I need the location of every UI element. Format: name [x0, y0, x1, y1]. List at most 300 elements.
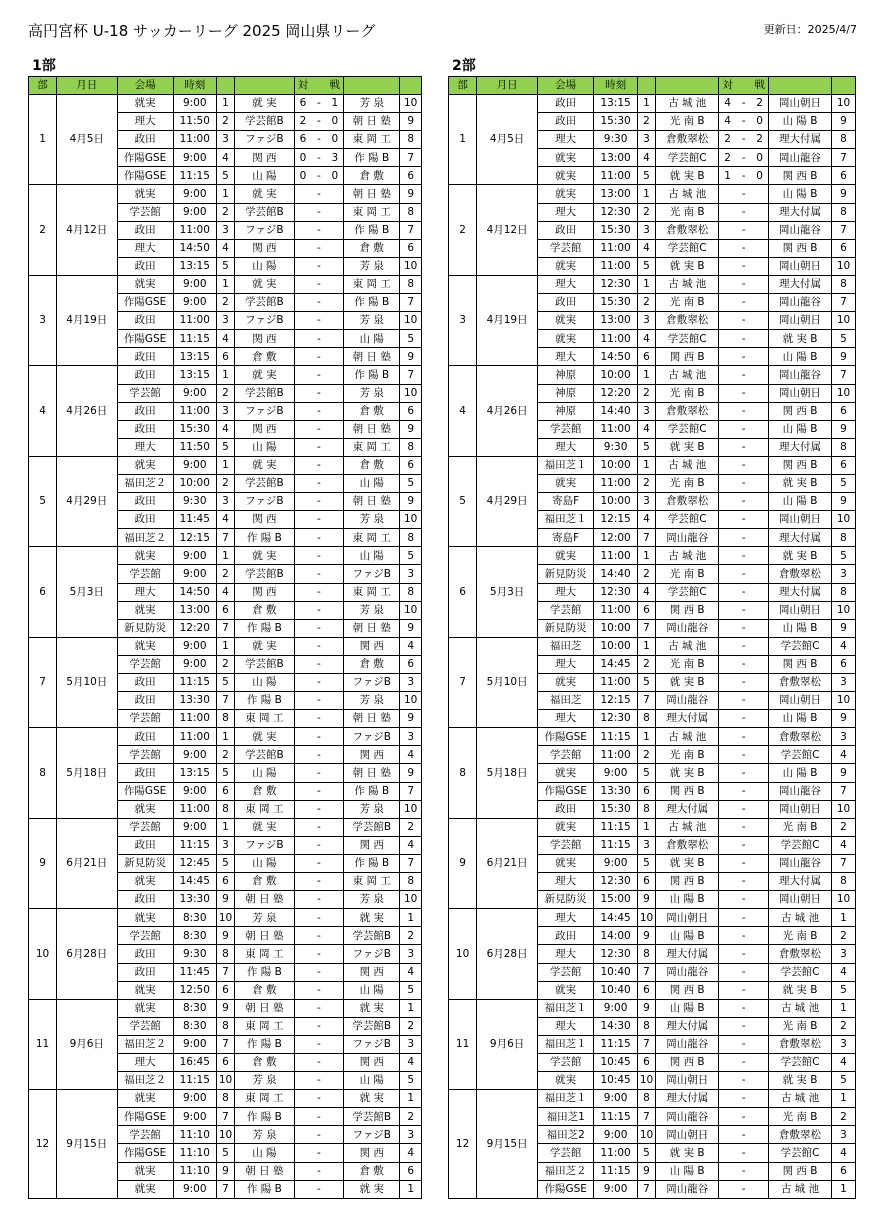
match-home-team: 山 陽	[235, 167, 294, 185]
match-score-dash: -	[311, 655, 326, 673]
match-away-team: 朝 日 塾	[344, 619, 400, 637]
match-away-no: 6	[400, 456, 422, 474]
match-time: 11:00	[594, 167, 637, 185]
match-home-no: 7	[216, 692, 234, 710]
match-time: 9:00	[173, 95, 216, 113]
match-score-dash: -	[311, 456, 326, 474]
match-home-team: 山 陽 B	[656, 891, 719, 909]
match-venue: 就実	[537, 312, 593, 330]
match-away-no: 10	[832, 891, 856, 909]
match-home-no: 10	[637, 1072, 655, 1090]
match-away-team: 就 実 B	[769, 981, 832, 999]
match-home-score	[719, 221, 736, 239]
match-home-score	[294, 493, 311, 511]
match-away-score	[326, 674, 343, 692]
match-score-dash: -	[736, 366, 751, 384]
match-away-no: 5	[832, 547, 856, 565]
match-score-dash: -	[311, 239, 326, 257]
match-away-no: 3	[400, 565, 422, 583]
match-away-team: 岡山朝日	[769, 692, 832, 710]
match-home-score	[719, 818, 736, 836]
match-away-score	[326, 1053, 343, 1071]
match-away-team: 芳 泉	[344, 511, 400, 529]
match-home-no: 8	[216, 945, 234, 963]
match-away-score	[326, 710, 343, 728]
match-away-team: 就 実	[344, 1090, 400, 1108]
match-away-score	[751, 312, 768, 330]
match-time: 11:10	[173, 1162, 216, 1180]
match-home-score: 6	[294, 131, 311, 149]
match-home-team: 古 城 池	[656, 728, 719, 746]
match-home-team: 山 陽	[235, 854, 294, 872]
match-home-no: 5	[637, 167, 655, 185]
match-away-score	[751, 1126, 768, 1144]
match-away-team: 朝 日 塾	[344, 185, 400, 203]
match-time: 11:00	[594, 547, 637, 565]
match-home-team: 東 岡 工	[235, 1017, 294, 1035]
match-away-team: 朝 日 塾	[344, 710, 400, 728]
match-score-dash: -	[311, 764, 326, 782]
match-row	[449, 909, 856, 927]
match-home-team: 学芸館C	[656, 420, 719, 438]
match-time: 15:00	[594, 891, 637, 909]
match-time: 13:30	[594, 782, 637, 800]
match-home-no: 3	[216, 836, 234, 854]
match-away-score: 0	[326, 131, 343, 149]
header-blank	[736, 77, 751, 95]
match-time: 11:00	[594, 1144, 637, 1162]
match-away-team: 倉敷翠松	[769, 728, 832, 746]
match-away-score	[326, 945, 343, 963]
match-home-team: 芳 泉	[235, 1126, 294, 1144]
match-away-no: 6	[400, 239, 422, 257]
match-away-team: 就 実	[344, 1180, 400, 1198]
match-venue: 就実	[537, 149, 593, 167]
match-away-no: 8	[832, 438, 856, 456]
match-away-score	[751, 474, 768, 492]
match-home-score	[719, 1053, 736, 1071]
header-venue: 会場	[117, 77, 173, 95]
match-venue: 作陽GSE	[537, 1180, 593, 1198]
match-away-score	[326, 1017, 343, 1035]
match-away-team: 理大付属	[769, 275, 832, 293]
match-away-score	[751, 330, 768, 348]
match-home-score	[719, 1180, 736, 1198]
match-venue: 作陽GSE	[117, 330, 173, 348]
match-time: 10:40	[594, 963, 637, 981]
match-home-no: 9	[637, 927, 655, 945]
round-number: 8	[449, 728, 477, 818]
match-away-score	[326, 728, 343, 746]
match-away-score	[751, 601, 768, 619]
match-home-team: 倉敷翠松	[656, 131, 719, 149]
match-away-no: 1	[832, 909, 856, 927]
match-venue: 就実	[117, 95, 173, 113]
match-time: 11:00	[594, 420, 637, 438]
match-score-dash: -	[736, 1035, 751, 1053]
match-away-team: 就 実 B	[769, 330, 832, 348]
match-time: 9:00	[173, 275, 216, 293]
match-away-score: 0	[751, 167, 768, 185]
match-time: 13:00	[594, 312, 637, 330]
match-time: 12:15	[173, 529, 216, 547]
match-home-no: 9	[637, 891, 655, 909]
match-home-score	[294, 438, 311, 456]
match-home-score	[719, 1126, 736, 1144]
match-venue: 就実	[117, 999, 173, 1017]
match-away-no: 3	[400, 1126, 422, 1144]
round-date: 9月15日	[57, 1090, 117, 1199]
match-home-score	[719, 239, 736, 257]
match-score-dash: -	[736, 945, 751, 963]
match-away-team: 関 西	[344, 836, 400, 854]
match-venue: 福田芝２	[117, 529, 173, 547]
match-time: 11:00	[594, 239, 637, 257]
match-home-no: 2	[216, 474, 234, 492]
match-time: 11:00	[173, 221, 216, 239]
match-home-score: 1	[719, 167, 736, 185]
match-score-dash: -	[311, 185, 326, 203]
match-away-no: 10	[832, 601, 856, 619]
header-vs-1: 対	[719, 77, 736, 95]
match-home-score	[719, 456, 736, 474]
match-row	[449, 728, 856, 746]
match-away-score	[326, 275, 343, 293]
match-home-no: 7	[216, 1108, 234, 1126]
match-time: 13:30	[173, 891, 216, 909]
match-away-score	[326, 999, 343, 1017]
match-home-score: 0	[294, 149, 311, 167]
match-home-score	[719, 203, 736, 221]
match-away-no: 8	[400, 203, 422, 221]
match-venue: 政田	[117, 312, 173, 330]
match-time: 9:00	[173, 294, 216, 312]
match-away-score	[751, 674, 768, 692]
match-score-dash: -	[311, 1090, 326, 1108]
match-away-no: 6	[400, 167, 422, 185]
match-away-team: 関 西	[344, 637, 400, 655]
match-away-score	[326, 420, 343, 438]
match-venue: 政田	[117, 945, 173, 963]
match-away-no: 4	[400, 836, 422, 854]
match-score-dash: -	[311, 348, 326, 366]
match-venue: 理大	[117, 239, 173, 257]
match-home-score	[294, 1144, 311, 1162]
match-home-score	[294, 818, 311, 836]
match-score-dash: -	[311, 131, 326, 149]
match-away-no: 7	[400, 294, 422, 312]
match-away-no: 9	[832, 113, 856, 131]
match-away-team: 岡山龍谷	[769, 782, 832, 800]
match-home-no: 2	[216, 203, 234, 221]
match-away-team: 東 岡 工	[344, 275, 400, 293]
match-score-dash: -	[311, 818, 326, 836]
match-home-no: 1	[216, 95, 234, 113]
match-score-dash: -	[736, 113, 751, 131]
match-home-no: 4	[216, 330, 234, 348]
match-home-score	[719, 1108, 736, 1126]
match-home-team: 就 実 B	[656, 1144, 719, 1162]
match-home-team: 就 実 B	[656, 167, 719, 185]
match-home-score	[294, 854, 311, 872]
match-row	[29, 1090, 422, 1108]
match-home-team: 関 西 B	[656, 601, 719, 619]
match-away-no: 5	[400, 330, 422, 348]
match-home-score	[719, 275, 736, 293]
match-score-dash: -	[311, 800, 326, 818]
match-away-score	[751, 275, 768, 293]
match-home-no: 1	[637, 637, 655, 655]
match-home-no: 1	[637, 547, 655, 565]
header-date: 月日	[57, 77, 117, 95]
match-away-team: 山 陽	[344, 981, 400, 999]
match-away-no: 9	[400, 113, 422, 131]
match-away-no: 1	[400, 909, 422, 927]
match-away-score	[326, 511, 343, 529]
match-score-dash: -	[736, 963, 751, 981]
match-away-score	[751, 348, 768, 366]
match-time: 13:30	[173, 692, 216, 710]
match-away-no: 10	[400, 891, 422, 909]
match-home-team: 理大付属	[656, 1017, 719, 1035]
match-away-score	[326, 1072, 343, 1090]
match-time: 13:00	[173, 601, 216, 619]
match-home-no: 1	[637, 818, 655, 836]
match-home-score	[719, 330, 736, 348]
match-score-dash: -	[736, 131, 751, 149]
round-date: 4月29日	[477, 456, 538, 546]
match-away-no: 7	[400, 854, 422, 872]
match-time: 12:30	[594, 873, 637, 891]
round-number: 4	[29, 366, 57, 456]
match-away-team: 倉 敷	[344, 655, 400, 673]
match-time: 9:00	[173, 655, 216, 673]
match-row	[449, 275, 856, 293]
round-date: 5月3日	[57, 547, 117, 637]
match-home-score	[294, 185, 311, 203]
match-away-team: 学芸館B	[344, 1017, 400, 1035]
match-home-team: 倉敷翠松	[656, 836, 719, 854]
match-score-dash: -	[736, 438, 751, 456]
match-away-score	[326, 348, 343, 366]
match-row	[449, 547, 856, 565]
match-venue: 就実	[537, 185, 593, 203]
match-home-team: 山 陽 B	[656, 927, 719, 945]
match-away-score: 1	[326, 95, 343, 113]
match-away-score	[326, 1126, 343, 1144]
match-away-team: 山 陽	[344, 330, 400, 348]
match-away-team: 芳 泉	[344, 800, 400, 818]
match-away-no: 4	[832, 746, 856, 764]
match-venue: 理大	[537, 348, 593, 366]
match-home-team: 倉敷翠松	[656, 312, 719, 330]
match-home-no: 7	[637, 619, 655, 637]
header-row	[449, 77, 856, 95]
match-home-team: 学芸館B	[235, 384, 294, 402]
match-score-dash: -	[736, 764, 751, 782]
match-venue: 就実	[117, 909, 173, 927]
match-home-no: 3	[637, 221, 655, 239]
match-away-team: 光 南 B	[769, 1017, 832, 1035]
match-away-team: 山 陽 B	[769, 420, 832, 438]
match-home-no: 5	[637, 257, 655, 275]
match-away-score	[751, 999, 768, 1017]
match-home-no: 2	[637, 746, 655, 764]
match-time: 13:00	[594, 149, 637, 167]
match-away-team: 朝 日 塾	[344, 113, 400, 131]
match-home-score	[719, 402, 736, 420]
match-score-dash: -	[736, 583, 751, 601]
match-away-no: 3	[832, 565, 856, 583]
match-away-no: 6	[400, 402, 422, 420]
match-home-no: 1	[216, 728, 234, 746]
match-home-score	[719, 981, 736, 999]
match-away-team: 就 実	[344, 909, 400, 927]
match-home-no: 9	[637, 999, 655, 1017]
match-venue: 作陽GSE	[117, 1144, 173, 1162]
match-away-score	[751, 257, 768, 275]
match-home-score	[294, 728, 311, 746]
match-away-no: 8	[832, 873, 856, 891]
match-away-no: 9	[832, 420, 856, 438]
round-date: 4月26日	[57, 366, 117, 456]
match-venue: 作陽GSE	[537, 782, 593, 800]
match-away-no: 4	[832, 637, 856, 655]
match-score-dash: -	[736, 149, 751, 167]
header-division: 部	[29, 77, 57, 95]
match-score-dash: -	[311, 854, 326, 872]
match-away-team: 朝 日 塾	[344, 348, 400, 366]
match-away-score	[751, 511, 768, 529]
match-score-dash: -	[311, 547, 326, 565]
match-home-score	[294, 1180, 311, 1198]
match-venue: 政田	[537, 95, 593, 113]
header-blank	[769, 77, 832, 95]
match-away-no: 1	[400, 1090, 422, 1108]
match-venue: 就実	[117, 873, 173, 891]
match-home-no: 1	[216, 366, 234, 384]
match-away-team: 山 陽 B	[769, 764, 832, 782]
header-time: 時刻	[173, 77, 216, 95]
match-score-dash: -	[311, 1180, 326, 1198]
match-score-dash: -	[736, 294, 751, 312]
match-home-score	[719, 927, 736, 945]
match-home-score	[719, 366, 736, 384]
match-score-dash: -	[311, 1017, 326, 1035]
match-home-team: 学芸館B	[235, 565, 294, 583]
match-home-team: 光 南 B	[656, 384, 719, 402]
match-score-dash: -	[311, 981, 326, 999]
division-2-schedule-table	[448, 76, 856, 1199]
match-venue: 政田	[117, 728, 173, 746]
match-home-score	[294, 239, 311, 257]
match-home-score	[719, 1017, 736, 1035]
match-time: 12:15	[594, 511, 637, 529]
header-row	[29, 77, 422, 95]
match-away-score	[326, 583, 343, 601]
match-home-team: 関 西 B	[656, 348, 719, 366]
match-home-team: 倉 敷	[235, 873, 294, 891]
match-away-team: ファジB	[344, 945, 400, 963]
match-away-score	[326, 1144, 343, 1162]
match-away-team: 古 城 池	[769, 909, 832, 927]
match-away-score	[326, 800, 343, 818]
match-home-score	[294, 1090, 311, 1108]
match-venue: 就実	[117, 601, 173, 619]
match-home-score	[719, 1090, 736, 1108]
match-home-no: 5	[637, 674, 655, 692]
match-away-team: ファジB	[344, 1126, 400, 1144]
match-home-score	[294, 474, 311, 492]
match-score-dash: -	[311, 583, 326, 601]
match-away-team: ファジB	[344, 1035, 400, 1053]
match-score-dash: -	[311, 474, 326, 492]
match-away-no: 8	[400, 275, 422, 293]
match-away-team: 倉 敷	[344, 456, 400, 474]
match-away-team: 東 岡 工	[344, 438, 400, 456]
match-time: 9:00	[173, 746, 216, 764]
match-away-no: 9	[832, 348, 856, 366]
match-away-no: 10	[832, 95, 856, 113]
match-away-no: 1	[832, 999, 856, 1017]
match-home-team: 古 城 池	[656, 547, 719, 565]
match-score-dash: -	[311, 909, 326, 927]
match-home-no: 6	[216, 601, 234, 619]
match-row	[29, 999, 422, 1017]
match-venue: 学芸館	[117, 384, 173, 402]
match-score-dash: -	[311, 95, 326, 113]
match-home-no: 1	[637, 366, 655, 384]
match-venue: 作陽GSE	[537, 728, 593, 746]
match-away-score	[751, 384, 768, 402]
match-away-score	[751, 619, 768, 637]
match-away-no: 3	[832, 1035, 856, 1053]
match-away-team: 山 陽 B	[769, 710, 832, 728]
match-score-dash: -	[311, 438, 326, 456]
match-home-team: 倉敷翠松	[656, 221, 719, 239]
round-number: 9	[449, 818, 477, 908]
match-time: 14:40	[594, 565, 637, 583]
header-blank	[235, 77, 294, 95]
match-home-score	[719, 384, 736, 402]
match-home-score	[294, 330, 311, 348]
match-away-score	[326, 294, 343, 312]
match-away-no: 10	[832, 511, 856, 529]
match-home-score	[719, 583, 736, 601]
match-home-team: 就 実	[235, 275, 294, 293]
match-home-team: 朝 日 塾	[235, 927, 294, 945]
match-home-team: 岡山朝日	[656, 1072, 719, 1090]
match-away-team: 理大付属	[769, 131, 832, 149]
match-home-team: 光 南 B	[656, 655, 719, 673]
match-score-dash: -	[736, 312, 751, 330]
match-score-dash: -	[736, 1180, 751, 1198]
match-score-dash: -	[311, 1144, 326, 1162]
match-away-score	[326, 221, 343, 239]
match-away-score	[751, 366, 768, 384]
match-away-no: 9	[832, 619, 856, 637]
match-score-dash: -	[311, 782, 326, 800]
match-venue: 政田	[117, 836, 173, 854]
match-time: 8:30	[173, 999, 216, 1017]
match-away-no: 8	[400, 873, 422, 891]
match-time: 13:15	[173, 257, 216, 275]
match-away-no: 10	[832, 384, 856, 402]
match-away-no: 8	[832, 131, 856, 149]
match-away-team: 岡山朝日	[769, 601, 832, 619]
match-home-no: 7	[637, 1180, 655, 1198]
round-number: 5	[29, 456, 57, 546]
